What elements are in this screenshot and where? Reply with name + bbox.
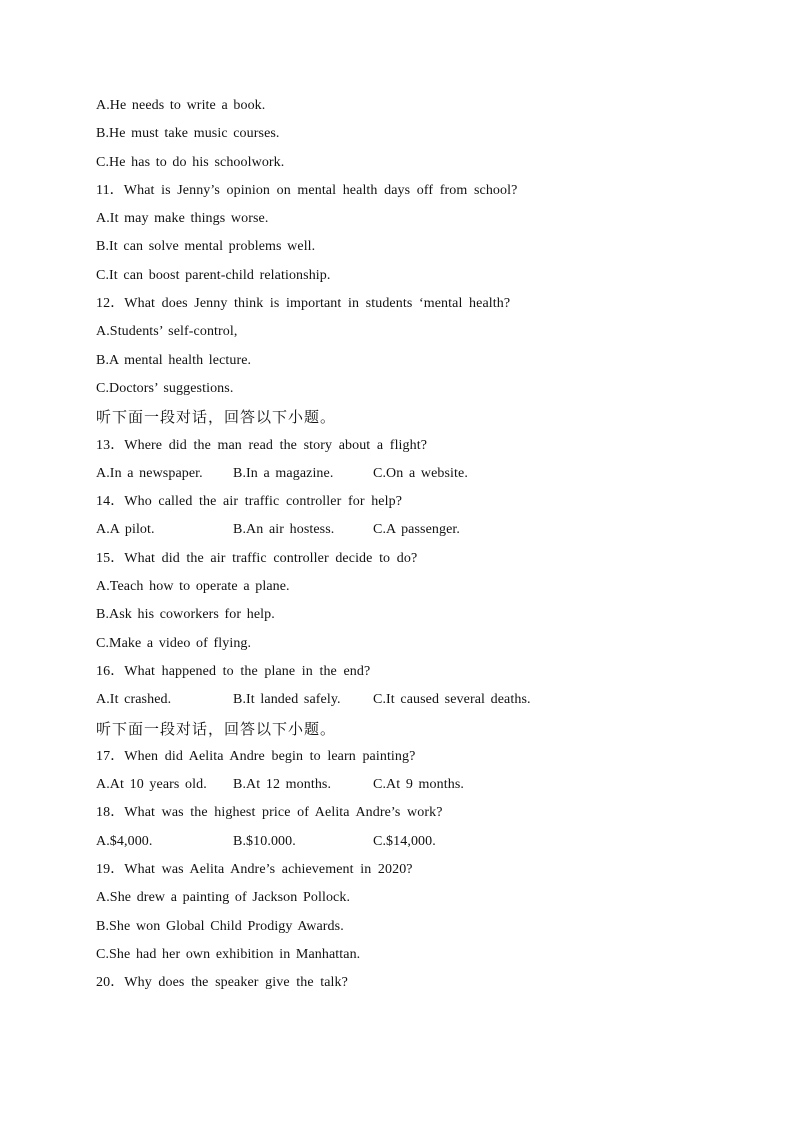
exam-page — [96, 92, 736, 998]
answer-option: A.He needs to write a book. — [96, 98, 266, 113]
answer-option: C.He has to do his schoolwork. — [96, 154, 285, 170]
question-text: 18．What was the highest price of Aelita Andre’s work? — [96, 805, 443, 821]
answer-option: B.She won Global Child Prodigy Awards. — [96, 918, 344, 934]
answer-options-row — [96, 460, 736, 488]
answer-option: A.She drew a painting of Jackson Pollock. — [96, 890, 351, 906]
answer-option: A.It may make things worse. — [96, 211, 269, 227]
answer-option: B.A mental health lecture. — [96, 352, 252, 368]
answer-option: A.A pilot. — [96, 522, 155, 538]
question-text: 15．What did the air traffic controller decide to do? — [96, 550, 418, 566]
answer-option: B.He must take music courses. — [96, 126, 280, 142]
answer-option: B.In a magazine. — [233, 465, 334, 481]
answer-option: B.It landed safely. — [233, 692, 341, 708]
answer-option: B.At 12 months. — [233, 777, 332, 793]
answer-option: C.Doctors’ suggestions. — [96, 380, 234, 396]
answer-option: C.Make a video of flying. — [96, 635, 252, 651]
answer-option: C.At 9 months. — [373, 777, 464, 793]
question-text: 14．Who called the air traffic controller for help? — [96, 494, 403, 510]
question-text: 13．Where did the man read the story about a flight? — [96, 437, 428, 453]
answer-options-row — [96, 771, 736, 799]
question-text: 16．What happened to the plane in the end? — [96, 663, 371, 679]
question-text: 17．When did Aelita Andre begin to learn painting? — [96, 748, 416, 764]
answer-option: B.It can solve mental problems well. — [96, 239, 316, 255]
section-instruction: 听下面一段对话，回答以下小题。 — [96, 408, 337, 427]
question-text: 12．What does Jenny think is important in students ‘mental health? — [96, 296, 511, 312]
question-text: 11．What is Jenny’s opinion on mental health days off from school? — [96, 182, 518, 198]
answer-option: A.Students’ self-control, — [96, 324, 238, 340]
answer-option: C.It can boost parent-child relationship. — [96, 267, 331, 283]
section-instruction: 听下面一段对话，回答以下小题。 — [96, 719, 337, 738]
answer-option: A.In a newspaper. — [96, 465, 203, 481]
answer-options-row — [96, 516, 736, 544]
answer-option: A.It crashed. — [96, 692, 172, 708]
answer-option: A.Teach how to operate a plane. — [96, 579, 290, 595]
question-text: 20．Why does the speaker give the talk? — [96, 975, 348, 991]
answer-option: C.On a website. — [373, 465, 468, 481]
answer-option: C.It caused several deaths. — [373, 692, 531, 708]
answer-option: C.A passenger. — [373, 522, 461, 538]
answer-option: C.She had her own exhibition in Manhattan. — [96, 946, 361, 962]
answer-option: A.At 10 years old. — [96, 777, 207, 793]
answer-option: A.$4,000. — [96, 833, 153, 849]
question-text: 19．What was Aelita Andre’s achievement in 2020? — [96, 862, 413, 878]
answer-option: B.Ask his coworkers for help. — [96, 607, 275, 623]
answer-option: C.$14,000. — [373, 833, 436, 849]
answer-option: B.$10.000. — [233, 833, 296, 849]
answer-option: B.An air hostess. — [233, 522, 335, 538]
answer-options-row — [96, 686, 736, 714]
answer-options-row — [96, 828, 736, 856]
